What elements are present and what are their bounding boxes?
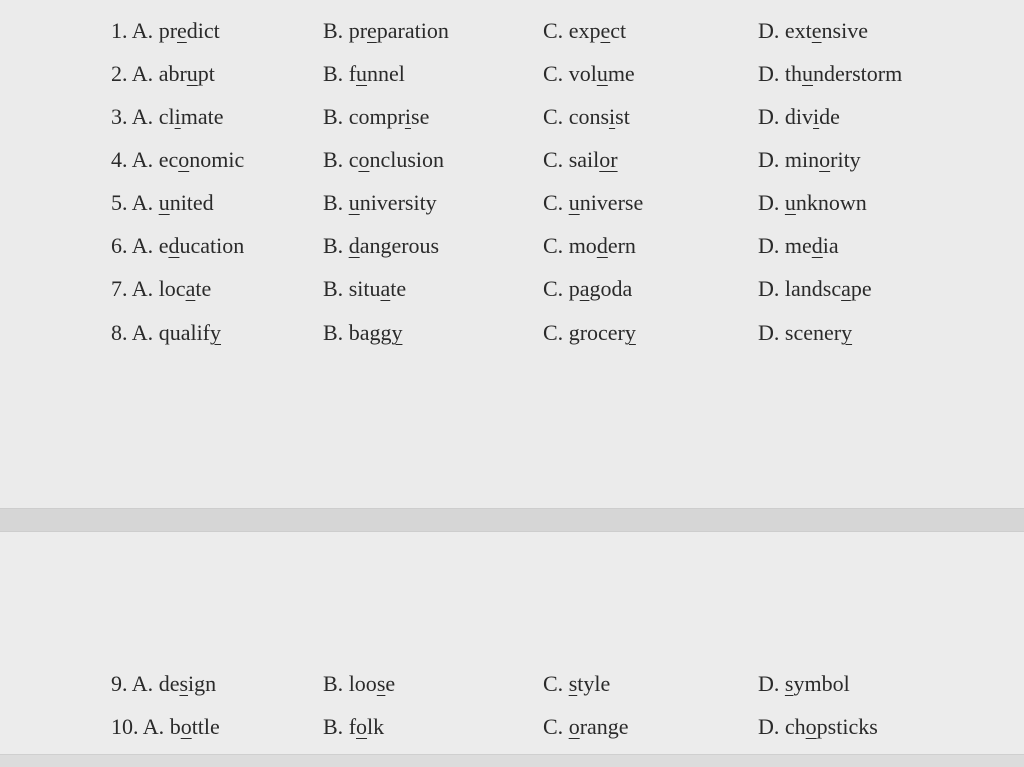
option-letter: A. <box>131 61 154 86</box>
option-letter: D. <box>758 671 780 696</box>
word-part: situ <box>348 276 381 301</box>
underlined-sound: o <box>178 147 190 172</box>
word-part: qualif <box>158 320 211 345</box>
underlined-sound: y <box>624 320 636 345</box>
underlined-sound: u <box>158 190 170 215</box>
word-part: min <box>784 147 820 172</box>
question-row <box>0 188 1024 218</box>
option-letter: B. <box>323 104 344 129</box>
underlined-sound: a <box>380 276 391 301</box>
option-c <box>543 231 636 261</box>
word-part: nomic <box>189 147 245 172</box>
option-d <box>758 318 852 348</box>
word-part: lk <box>367 714 385 739</box>
option-c <box>543 145 618 175</box>
option-letter: D. <box>758 714 780 739</box>
underlined-sound: or <box>599 147 618 172</box>
option-d <box>758 669 850 699</box>
word-part: st <box>615 104 630 129</box>
word-part: niverse <box>579 190 644 215</box>
option-letter: D. <box>758 276 780 301</box>
word-part: tyle <box>577 671 611 696</box>
word-part: se <box>411 104 430 129</box>
underlined-sound: e <box>811 18 822 43</box>
word-part: range <box>579 714 629 739</box>
option-c <box>543 102 630 132</box>
underlined-sound: s <box>179 671 189 696</box>
question-row <box>0 16 1024 46</box>
option-a <box>111 16 220 46</box>
option-d <box>758 59 902 89</box>
word-part: goda <box>589 276 633 301</box>
word-part: compr <box>348 104 405 129</box>
option-letter: B. <box>323 18 344 43</box>
word-part: abr <box>158 61 187 86</box>
question-number: 5. <box>111 190 128 215</box>
option-b <box>323 59 405 89</box>
word-part: paration <box>376 18 449 43</box>
word-part: th <box>784 61 803 86</box>
option-c <box>543 59 635 89</box>
underlined-sound: a <box>579 276 590 301</box>
question-number: 3. <box>111 104 128 129</box>
word-part: exp <box>568 18 601 43</box>
option-letter: C. <box>543 18 564 43</box>
underlined-sound: y <box>210 320 222 345</box>
word-part: ymbol <box>793 671 850 696</box>
option-letter: C. <box>543 190 564 215</box>
underlined-sound: s <box>568 671 578 696</box>
word-part: ct <box>610 18 627 43</box>
question-number: 10. <box>111 714 139 739</box>
option-b <box>323 102 429 132</box>
question-row <box>0 712 1024 742</box>
word-part: loc <box>158 276 186 301</box>
word-part: mate <box>180 104 224 129</box>
word-part: de <box>158 671 180 696</box>
underlined-sound: u <box>356 61 368 86</box>
option-b <box>323 145 444 175</box>
option-b <box>323 188 437 218</box>
option-b <box>323 318 402 348</box>
underlined-sound: d <box>168 233 180 258</box>
underlined-sound: i <box>174 104 181 129</box>
page-separator <box>0 508 1024 532</box>
question-row <box>0 669 1024 699</box>
word-part: pr <box>158 18 178 43</box>
option-b <box>323 231 439 261</box>
option-a <box>111 318 221 348</box>
underlined-sound: a <box>185 276 196 301</box>
word-part: de <box>819 104 840 129</box>
option-b <box>323 274 406 304</box>
underlined-sound: u <box>596 61 608 86</box>
word-part: ttle <box>191 714 220 739</box>
word-part: pr <box>348 18 368 43</box>
word-part: nited <box>169 190 214 215</box>
question-row <box>0 145 1024 175</box>
question-number: 1. <box>111 18 128 43</box>
word-part: ch <box>784 714 806 739</box>
underlined-sound: o <box>805 714 817 739</box>
option-letter: C. <box>543 714 564 739</box>
word-part: bagg <box>348 320 392 345</box>
option-a <box>111 188 214 218</box>
option-letter: D. <box>758 233 780 258</box>
question-number: 6. <box>111 233 128 258</box>
option-letter: B. <box>323 233 344 258</box>
word-part: loo <box>348 671 377 696</box>
underlined-sound: e <box>600 18 611 43</box>
option-letter: B. <box>323 276 344 301</box>
word-part: me <box>607 61 635 86</box>
word-part: ern <box>607 233 636 258</box>
underlined-sound: i <box>404 104 412 129</box>
option-letter: B. <box>323 190 344 215</box>
option-letter: C. <box>543 104 564 129</box>
underlined-sound: u <box>568 190 580 215</box>
option-letter: C. <box>543 320 564 345</box>
option-letter: A. <box>142 714 165 739</box>
word-part: ign <box>188 671 217 696</box>
underlined-sound: d <box>811 233 823 258</box>
option-c <box>543 318 636 348</box>
word-part: cl <box>158 104 175 129</box>
word-part: ucation <box>179 233 245 258</box>
underlined-sound: o <box>819 147 831 172</box>
word-part: angerous <box>359 233 440 258</box>
option-letter: A. <box>131 233 154 258</box>
underlined-sound: u <box>802 61 814 86</box>
question-row <box>0 274 1024 304</box>
page-bottom-edge <box>0 754 1024 767</box>
option-d <box>758 145 861 175</box>
word-part: mo <box>568 233 597 258</box>
question-row <box>0 59 1024 89</box>
word-part: f <box>348 61 357 86</box>
word-part: pe <box>850 276 872 301</box>
question-number: 9. <box>111 671 128 696</box>
option-letter: D. <box>758 190 780 215</box>
option-letter: D. <box>758 104 780 129</box>
option-b <box>323 16 449 46</box>
word-part: div <box>784 104 814 129</box>
option-letter: D. <box>758 61 780 86</box>
word-part: p <box>568 276 580 301</box>
option-letter: B. <box>323 671 344 696</box>
option-letter: C. <box>543 276 564 301</box>
underlined-sound: o <box>358 147 370 172</box>
option-letter: B. <box>323 714 344 739</box>
underlined-sound: e <box>367 18 377 43</box>
question-row <box>0 102 1024 132</box>
word-part: nclusion <box>369 147 445 172</box>
option-a <box>111 102 223 132</box>
option-a <box>111 669 216 699</box>
word-part: te <box>195 276 212 301</box>
word-part: nnel <box>367 61 405 86</box>
option-letter: C. <box>543 671 564 696</box>
option-letter: D. <box>758 147 780 172</box>
word-part: cons <box>568 104 610 129</box>
underlined-sound: d <box>348 233 360 258</box>
word-part: me <box>784 233 812 258</box>
underlined-sound: u <box>348 190 360 215</box>
question-row <box>0 231 1024 261</box>
word-part: vol <box>568 61 597 86</box>
option-letter: A. <box>131 104 154 129</box>
underlined-sound: i <box>609 104 616 129</box>
word-part: b <box>169 714 181 739</box>
word-part: nderstorm <box>813 61 903 86</box>
option-d <box>758 231 839 261</box>
underlined-sound: o <box>180 714 192 739</box>
option-letter: A. <box>131 147 154 172</box>
word-part: landsc <box>784 276 842 301</box>
question-number: 2. <box>111 61 128 86</box>
option-c <box>543 188 643 218</box>
word-part: e <box>158 233 169 258</box>
option-a <box>111 712 220 742</box>
word-part: sail <box>568 147 600 172</box>
word-part: rity <box>830 147 861 172</box>
option-b <box>323 712 384 742</box>
option-letter: C. <box>543 233 564 258</box>
underlined-sound: s <box>376 671 386 696</box>
word-part: niversity <box>359 190 437 215</box>
option-a <box>111 59 215 89</box>
word-part: grocer <box>568 320 625 345</box>
option-letter: B. <box>323 147 344 172</box>
word-part: f <box>348 714 357 739</box>
underlined-sound: u <box>784 190 796 215</box>
word-part: nknown <box>795 190 867 215</box>
option-letter: A. <box>131 320 154 345</box>
question-number: 7. <box>111 276 128 301</box>
option-d <box>758 712 878 742</box>
word-part: psticks <box>816 714 878 739</box>
option-a <box>111 274 211 304</box>
underlined-sound: s <box>784 671 794 696</box>
word-part: e <box>385 671 396 696</box>
option-letter: B. <box>323 61 344 86</box>
option-c <box>543 274 632 304</box>
option-d <box>758 188 867 218</box>
option-d <box>758 102 840 132</box>
option-d <box>758 274 872 304</box>
option-letter: C. <box>543 61 564 86</box>
option-letter: D. <box>758 18 780 43</box>
underlined-sound: y <box>841 320 853 345</box>
option-c <box>543 712 629 742</box>
option-letter: A. <box>131 671 154 696</box>
option-letter: A. <box>131 276 154 301</box>
option-c <box>543 669 610 699</box>
underlined-sound: o <box>568 714 580 739</box>
underlined-sound: y <box>391 320 403 345</box>
option-letter: C. <box>543 147 564 172</box>
underlined-sound: d <box>596 233 608 258</box>
option-letter: D. <box>758 320 780 345</box>
option-a <box>111 231 244 261</box>
underlined-sound: a <box>841 276 851 301</box>
underlined-sound: u <box>186 61 198 86</box>
option-letter: A. <box>131 190 154 215</box>
word-part: pt <box>197 61 215 86</box>
question-number: 8. <box>111 320 128 345</box>
underlined-sound: i <box>813 104 820 129</box>
option-d <box>758 16 868 46</box>
word-part: ec <box>158 147 179 172</box>
word-part: te <box>390 276 407 301</box>
question-row <box>0 318 1024 348</box>
underlined-sound: o <box>356 714 368 739</box>
option-letter: A. <box>131 18 154 43</box>
option-c <box>543 16 626 46</box>
word-part: ia <box>822 233 839 258</box>
word-part: ext <box>784 18 812 43</box>
underlined-sound: e <box>177 18 187 43</box>
word-part: dict <box>186 18 220 43</box>
question-number: 4. <box>111 147 128 172</box>
word-part: nsive <box>821 18 868 43</box>
word-part: c <box>348 147 359 172</box>
option-b <box>323 669 395 699</box>
option-a <box>111 145 244 175</box>
option-letter: B. <box>323 320 344 345</box>
word-part: scener <box>784 320 842 345</box>
